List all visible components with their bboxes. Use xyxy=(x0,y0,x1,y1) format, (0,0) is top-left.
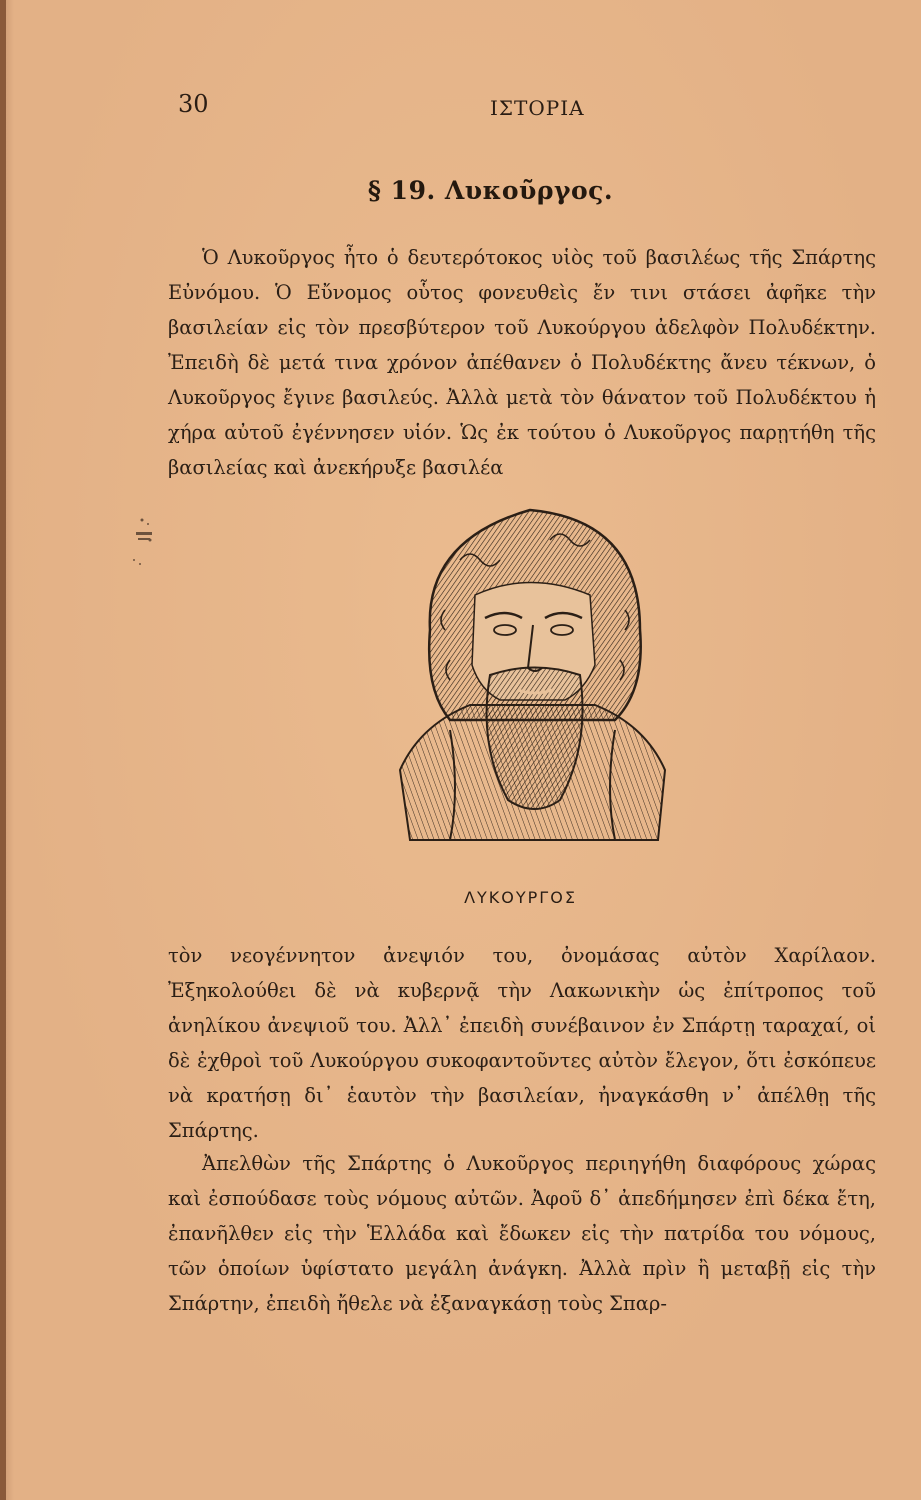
page-header xyxy=(0,90,921,130)
figure-caption: ΛΥΚΟΥΡΓΟΣ xyxy=(464,888,577,907)
running-head: ΙΣΤΟΡΙΑ xyxy=(490,96,585,120)
bust-portrait-icon xyxy=(390,500,675,850)
paragraph-3: Ἀπελθὼν τῆς Σπάρτης ὁ Λυκοῦργος περιηγήθη διαφόρους χώρας καὶ ἐσπούδασε τοὺς νόμους αὐτῶν. Ἀφοῦ δ᾿ ἀπεδήμησεν ἐπὶ δέκα ἔτη, ἐπανῆλθεν εἰς τὴν Ἑλλάδα καὶ ἔδωκεν εἰς τὴν πατρίδα του νόμους, τῶν ὁποίων ὑφίστατο μεγάλη ἀνάγκη. Ἀλλὰ πρὶν ἢ μεταβῇ εἰς τὴν Σπάρτην, ἐπειδὴ ἤθελε νὰ ἐξαναγκάσῃ τοὺς Σπαρ- xyxy=(168,1152,876,1315)
page-edge xyxy=(0,0,6,1500)
section-title: § 19. Λυκοῦργος. xyxy=(367,176,614,205)
paragraph-1: Ὁ Λυκοῦργος ἦτο ὁ δευτερότοκος υἱὸς τοῦ βασιλέως τῆς Σπάρτης Εὐνόμου. Ὁ Εὔνομος οὗτος φονευθεὶς ἔν τινι στάσει ἀφῆκε τὴν βασιλείαν εἰς τὸν πρεσβύτερον τοῦ Λυκούργου ἀδελφὸν Πολυδέκτην. Ἐπειδὴ δὲ μετά τινα χρόνον ἀπέθανεν ὁ Πολυδέκτης ἄνευ τέκνων, ὁ Λυκοῦργος ἔγινε βασιλεύς. Ἀλλὰ μετὰ τὸν θάνατον τοῦ Πολυδέκτου ἡ χήρα αὐτοῦ ἐγέννησεν υἱόν. Ὡς ἐκ τούτου ὁ Λυκοῦργος παρῃτήθη τῆς βασιλείας καὶ ἀνεκήρυξε βασιλέα xyxy=(168,246,876,479)
page-number: 30 xyxy=(178,90,209,118)
paragraph-2: τὸν νεογέννητον ἀνεψιόν του, ὀνομάσας αὐτὸν Χαρίλαον. Ἐξηκολούθει δὲ νὰ κυβερνᾷ τὴν Λακωνικὴν ὡς ἐπίτροπος τοῦ ἀνηλίκου ἀνεψιοῦ του. Ἀλλ᾿ ἐπειδὴ συνέβαινον ἐν Σπάρτῃ ταραχαί, οἱ δὲ ἐχθροὶ τοῦ Λυκούργου συκοφαντοῦντες αὐτὸν ἔλεγον, ὅτι ἐσκόπευε νὰ κρατήσῃ δι᾿ ἑαυτὸν τὴν βασιλείαν, ἠναγκάσθη ν᾿ ἀπέλθῃ τῆς Σπάρτης. xyxy=(168,944,876,1142)
ink-smudge-icon xyxy=(128,512,168,572)
